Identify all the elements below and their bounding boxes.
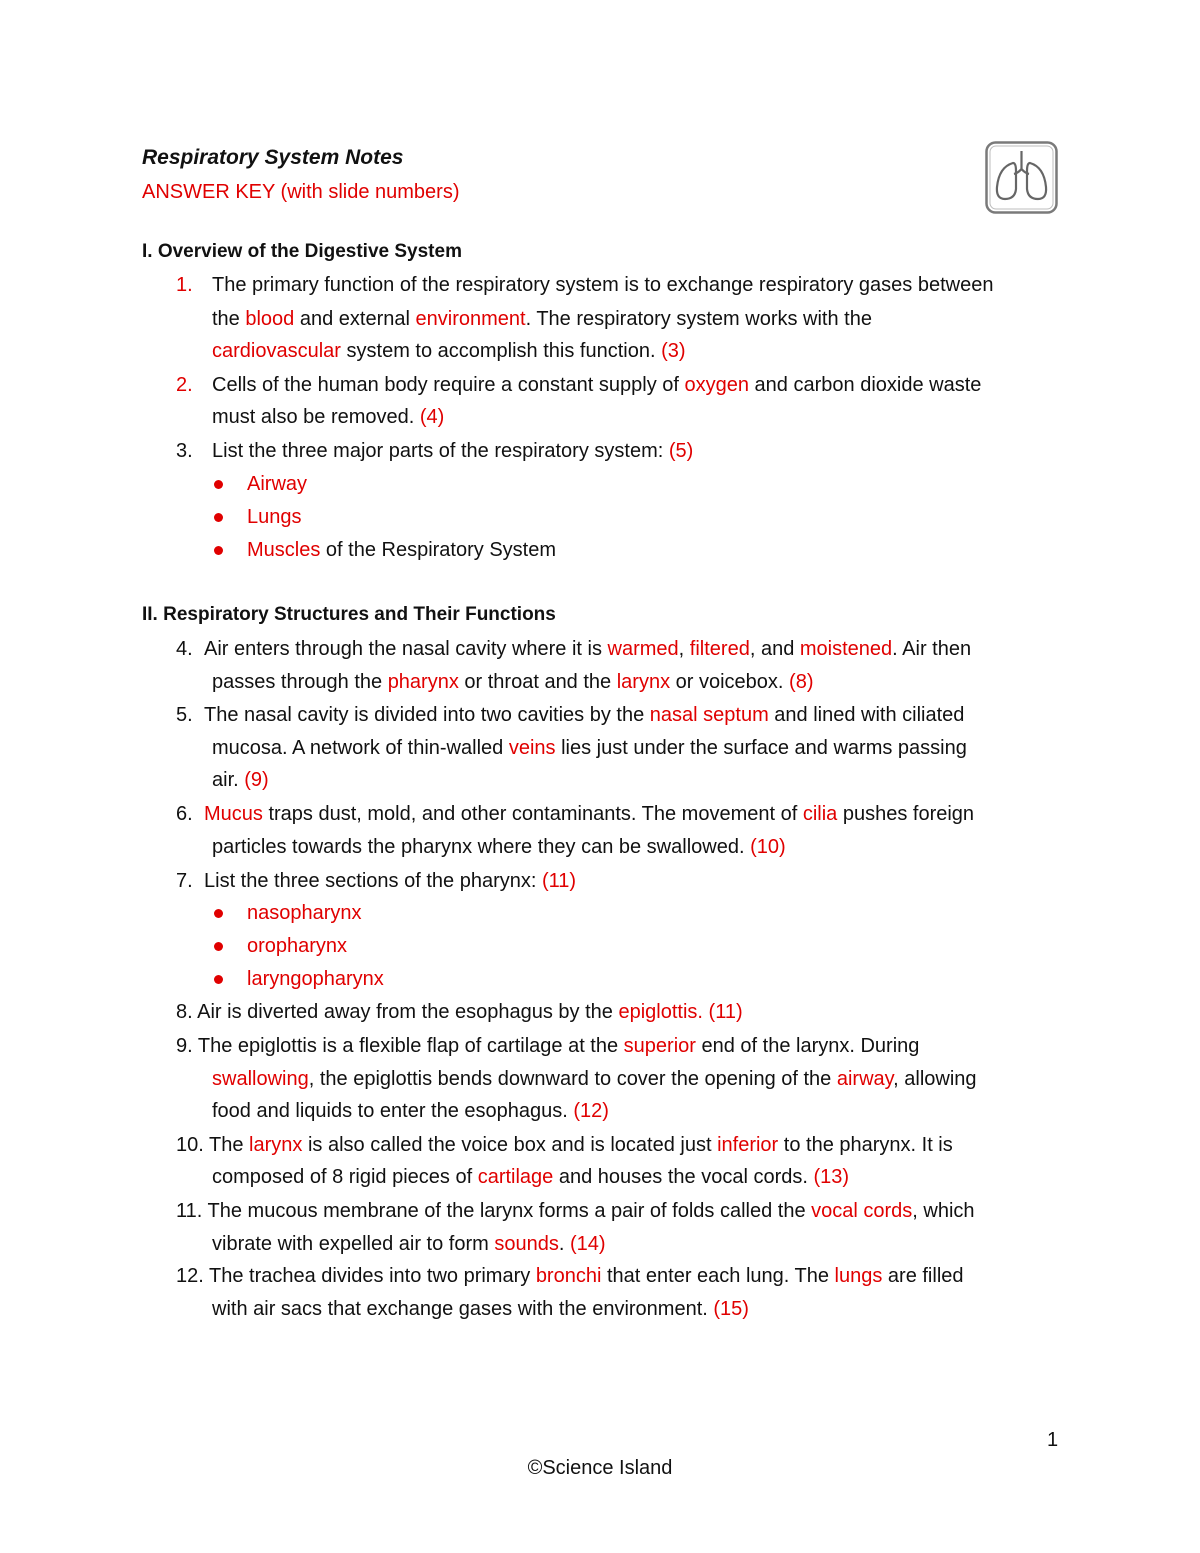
answer: blood: [245, 308, 295, 330]
answer: oropharynx: [247, 935, 348, 957]
text: to the pharynx. It is: [778, 1134, 953, 1156]
answer: superior: [623, 1035, 696, 1057]
text: mucosa. A network of thin-walled: [212, 737, 509, 759]
item-line: [212, 835, 786, 859]
answer-key-subtitle: ANSWER KEY (with slide numbers): [142, 181, 460, 203]
item-line: [212, 1232, 606, 1256]
item-line: [204, 869, 576, 893]
text: air.: [212, 769, 245, 791]
answer: airway: [836, 1068, 894, 1090]
slide-ref: (14): [569, 1233, 606, 1255]
answer: warmed: [607, 638, 679, 660]
item-line: [212, 405, 444, 429]
item-line: [176, 1034, 919, 1058]
text: .: [558, 1233, 570, 1255]
text: system to accomplish this function.: [340, 340, 662, 362]
item-line: [204, 637, 971, 661]
item-number: 7.: [176, 870, 193, 892]
answer: Muscles: [247, 539, 321, 561]
text: List the three major parts of the respiratory system:: [212, 440, 669, 462]
item-line: [212, 1067, 977, 1091]
text: and carbon dioxide waste: [749, 374, 982, 396]
answer: lungs: [834, 1265, 883, 1287]
text: particles towards the pharynx where they can be swallowed.: [212, 836, 751, 858]
item-line: [176, 1264, 964, 1288]
answer: Lungs: [247, 506, 302, 528]
item-line: [212, 1165, 849, 1189]
slide-ref: (12): [573, 1100, 609, 1122]
bullet-icon: [214, 480, 223, 489]
answer: laryngopharynx: [247, 968, 384, 990]
answer: bronchi: [535, 1265, 602, 1287]
answer: larynx: [616, 671, 671, 693]
answer: cartilage: [477, 1166, 554, 1188]
item-line: [212, 273, 993, 297]
item-line: [212, 373, 981, 397]
bullet-icon: [214, 942, 223, 951]
answer: epiglottis: [618, 1001, 698, 1023]
item-number: 5.: [176, 704, 193, 726]
item-line: [212, 736, 967, 760]
slide-ref: (15): [713, 1298, 749, 1320]
item-line: [176, 1000, 743, 1024]
slide-ref: (9): [244, 769, 269, 791]
answer: cilia: [802, 803, 838, 825]
text: The primary function of the respiratory system is to exchange respiratory gases between: [212, 274, 994, 296]
text: . Air then: [892, 638, 972, 660]
text: that enter each lung. The: [601, 1265, 835, 1287]
text: passes through the: [212, 671, 388, 693]
bullet-icon: [214, 546, 223, 555]
answer: moistened: [799, 638, 893, 660]
text: the: [212, 308, 246, 330]
text: or throat and the: [458, 671, 617, 693]
bullet-icon: [214, 975, 223, 984]
text: and lined with ciliated: [768, 704, 965, 726]
text: vibrate with expelled air to form: [212, 1233, 495, 1255]
slide-ref: (10): [750, 836, 786, 858]
text: .: [697, 1001, 709, 1023]
slide-ref: (5): [668, 440, 694, 462]
answer: larynx: [249, 1134, 303, 1156]
text: traps dust, mold, and other contaminants. The movement of: [262, 803, 803, 825]
text: is also called the voice box and is located just: [302, 1134, 718, 1156]
slide-ref: (3): [661, 340, 686, 362]
answer: inferior: [717, 1134, 779, 1156]
item-number: 2.: [176, 374, 193, 396]
answer: cardiovascular: [212, 340, 341, 362]
text: and external: [294, 308, 416, 330]
item-line: [212, 339, 686, 363]
text: 11. The mucous membrane of the larynx forms a pair of folds called the: [176, 1200, 812, 1222]
page-number: 1: [1047, 1429, 1059, 1451]
slide-ref: (11): [541, 870, 577, 892]
item-line: [212, 307, 872, 331]
lungs-icon: [985, 141, 1058, 214]
text: , which: [912, 1200, 975, 1222]
answer: filtered: [689, 638, 750, 660]
item-line: [204, 802, 974, 826]
slide-ref: (8): [789, 671, 814, 693]
answer: vocal cords: [811, 1200, 913, 1222]
answer: pharynx: [387, 671, 459, 693]
text: pushes foreign: [837, 803, 975, 825]
bullet-icon: [214, 513, 223, 522]
text: and houses the vocal cords.: [553, 1166, 814, 1188]
answer: nasopharynx: [247, 902, 362, 924]
text: of the Respiratory System: [320, 539, 557, 561]
item-number: 6.: [176, 803, 193, 825]
answer: nasal septum: [649, 704, 769, 726]
text: , and: [749, 638, 800, 660]
section-heading-structures: II. Respiratory Structures and Their Functions: [142, 604, 556, 625]
text: ,: [678, 638, 690, 660]
text: are filled: [882, 1265, 964, 1287]
answer: sounds: [494, 1233, 559, 1255]
text: with air sacs that exchange gases with the environment.: [212, 1298, 714, 1320]
text: food and liquids to enter the esophagus.: [212, 1100, 574, 1122]
item-number: 4.: [176, 638, 193, 660]
item-line: [204, 703, 964, 727]
item-line: [247, 538, 556, 562]
text: end of the larynx. During: [695, 1035, 920, 1057]
page-title: Respiratory System Notes: [142, 146, 404, 169]
item-line: [212, 1099, 609, 1123]
item-line: [212, 439, 693, 463]
answer: swallowing: [212, 1068, 309, 1090]
item-number: 3.: [176, 440, 193, 462]
slide-ref: (13): [813, 1166, 850, 1188]
text: , the epiglottis bends downward to cover the opening of the: [308, 1068, 837, 1090]
text: The nasal cavity is divided into two cavities by the: [204, 704, 650, 726]
item-line: [212, 1297, 749, 1321]
text: 9. The epiglottis is a flexible flap of cartilage at the: [176, 1035, 624, 1057]
item-line: [212, 670, 814, 694]
text: lies just under the surface and warms passing: [555, 737, 967, 759]
text: must also be removed.: [212, 406, 420, 428]
bullet-icon: [214, 909, 223, 918]
text: Air enters through the nasal cavity where it is: [204, 638, 608, 660]
item-number: 1.: [176, 274, 193, 296]
text: List the three sections of the pharynx:: [204, 870, 542, 892]
answer: veins: [508, 737, 556, 759]
slide-ref: (11): [708, 1001, 743, 1023]
item-line: [176, 1133, 953, 1157]
text: 12. The trachea divides into two primary: [176, 1265, 536, 1287]
item-line: [212, 768, 269, 792]
answer: Mucus: [204, 803, 263, 825]
copyright-footer: ©Science Island: [527, 1457, 673, 1479]
slide-ref: (4): [419, 406, 445, 428]
text: . The respiratory system works with the: [525, 308, 872, 330]
answer: Airway: [247, 473, 308, 495]
answer: oxygen: [684, 374, 749, 396]
text: , allowing: [893, 1068, 977, 1090]
text: Cells of the human body require a constant supply of: [212, 374, 685, 396]
answer: environment: [415, 308, 526, 330]
text: composed of 8 rigid pieces of: [212, 1166, 478, 1188]
item-line: [176, 1199, 975, 1223]
text: 10. The: [176, 1134, 250, 1156]
text: 8. Air is diverted away from the esophagus by the: [176, 1001, 619, 1023]
section-heading-overview: I. Overview of the Digestive System: [142, 241, 462, 262]
text: or voicebox.: [670, 671, 790, 693]
